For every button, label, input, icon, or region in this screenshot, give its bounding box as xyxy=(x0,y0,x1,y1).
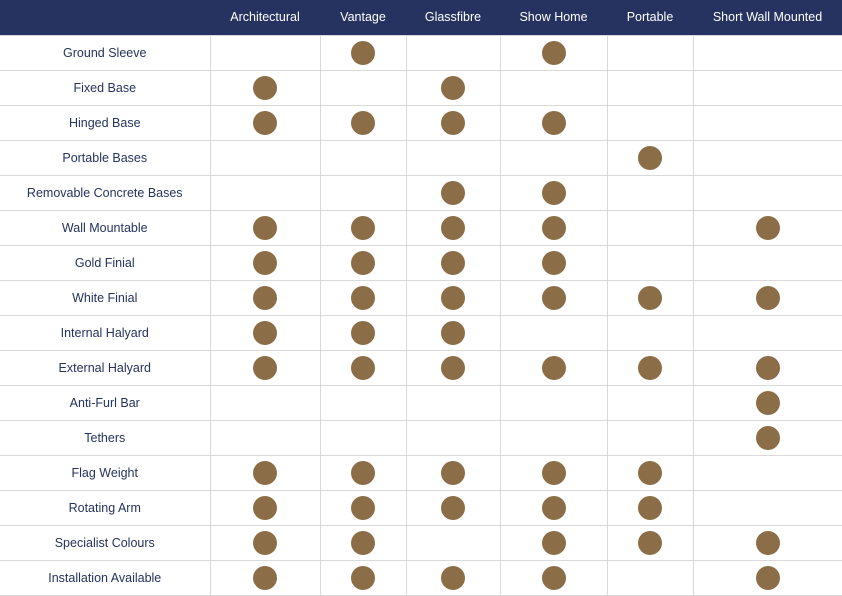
available-dot-icon xyxy=(441,461,465,485)
availability-cell xyxy=(500,175,607,210)
availability-cell xyxy=(320,280,406,315)
availability-cell xyxy=(500,420,607,455)
available-dot-icon xyxy=(638,531,662,555)
header-cell-corner xyxy=(0,0,210,35)
availability-cell xyxy=(406,315,500,350)
availability-cell xyxy=(607,70,693,105)
table-row xyxy=(0,420,842,455)
table-row xyxy=(0,140,842,175)
availability-cell xyxy=(693,70,842,105)
header-cell-architectural: Architectural xyxy=(210,0,320,35)
availability-cell xyxy=(210,140,320,175)
availability-cell xyxy=(500,245,607,280)
available-dot-icon xyxy=(441,76,465,100)
availability-cell xyxy=(320,525,406,560)
row-label: Removable Concrete Bases xyxy=(0,175,210,210)
availability-cell xyxy=(693,140,842,175)
available-dot-icon xyxy=(638,461,662,485)
table-row xyxy=(0,210,842,245)
availability-cell xyxy=(320,70,406,105)
row-label: Ground Sleeve xyxy=(0,35,210,70)
availability-cell xyxy=(406,280,500,315)
available-dot-icon xyxy=(756,216,780,240)
availability-cell xyxy=(210,525,320,560)
availability-cell xyxy=(693,245,842,280)
row-label: External Halyard xyxy=(0,350,210,385)
row-label: Hinged Base xyxy=(0,105,210,140)
available-dot-icon xyxy=(542,41,566,65)
availability-cell xyxy=(500,140,607,175)
available-dot-icon xyxy=(351,41,375,65)
available-dot-icon xyxy=(253,216,277,240)
availability-cell xyxy=(500,105,607,140)
available-dot-icon xyxy=(756,426,780,450)
availability-cell xyxy=(406,560,500,595)
availability-cell xyxy=(500,385,607,420)
available-dot-icon xyxy=(253,461,277,485)
availability-cell xyxy=(320,315,406,350)
available-dot-icon xyxy=(253,566,277,590)
available-dot-icon xyxy=(756,566,780,590)
available-dot-icon xyxy=(638,286,662,310)
table-row xyxy=(0,35,842,70)
available-dot-icon xyxy=(542,251,566,275)
availability-cell xyxy=(406,490,500,525)
available-dot-icon xyxy=(351,496,375,520)
available-dot-icon xyxy=(351,286,375,310)
available-dot-icon xyxy=(638,146,662,170)
header-cell-glassfibre: Glassfibre xyxy=(406,0,500,35)
available-dot-icon xyxy=(638,356,662,380)
row-label: Portable Bases xyxy=(0,140,210,175)
available-dot-icon xyxy=(351,216,375,240)
available-dot-icon xyxy=(253,251,277,275)
availability-cell xyxy=(607,385,693,420)
available-dot-icon xyxy=(542,566,566,590)
availability-cell xyxy=(693,490,842,525)
table-row xyxy=(0,490,842,525)
availability-cell xyxy=(210,35,320,70)
table-row xyxy=(0,560,842,595)
available-dot-icon xyxy=(638,496,662,520)
availability-cell xyxy=(320,35,406,70)
availability-cell xyxy=(500,35,607,70)
availability-cell xyxy=(607,315,693,350)
availability-cell xyxy=(693,350,842,385)
availability-cell xyxy=(406,105,500,140)
row-label: Flag Weight xyxy=(0,455,210,490)
availability-cell xyxy=(693,525,842,560)
availability-cell xyxy=(210,105,320,140)
availability-cell xyxy=(210,280,320,315)
availability-cell xyxy=(406,420,500,455)
available-dot-icon xyxy=(351,531,375,555)
available-dot-icon xyxy=(253,531,277,555)
available-dot-icon xyxy=(351,566,375,590)
availability-cell xyxy=(500,350,607,385)
row-label: Rotating Arm xyxy=(0,490,210,525)
available-dot-icon xyxy=(351,356,375,380)
available-dot-icon xyxy=(756,391,780,415)
availability-cell xyxy=(406,245,500,280)
availability-cell xyxy=(210,70,320,105)
availability-cell xyxy=(693,175,842,210)
table-body xyxy=(0,35,842,596)
availability-cell xyxy=(320,245,406,280)
availability-cell xyxy=(320,385,406,420)
availability-cell xyxy=(693,315,842,350)
available-dot-icon xyxy=(756,531,780,555)
available-dot-icon xyxy=(542,461,566,485)
table-row xyxy=(0,385,842,420)
row-label: Specialist Colours xyxy=(0,525,210,560)
available-dot-icon xyxy=(542,496,566,520)
availability-cell xyxy=(406,385,500,420)
row-label: Installation Available xyxy=(0,560,210,595)
available-dot-icon xyxy=(542,531,566,555)
table-row xyxy=(0,105,842,140)
row-label: Internal Halyard xyxy=(0,315,210,350)
availability-cell xyxy=(607,455,693,490)
availability-cell xyxy=(607,525,693,560)
availability-cell xyxy=(607,210,693,245)
available-dot-icon xyxy=(441,181,465,205)
available-dot-icon xyxy=(542,111,566,135)
table-header xyxy=(0,0,842,35)
table-row xyxy=(0,70,842,105)
availability-cell xyxy=(210,420,320,455)
availability-cell xyxy=(210,350,320,385)
availability-cell xyxy=(607,490,693,525)
available-dot-icon xyxy=(441,321,465,345)
available-dot-icon xyxy=(441,216,465,240)
availability-cell xyxy=(210,560,320,595)
availability-cell xyxy=(500,210,607,245)
availability-cell xyxy=(320,560,406,595)
available-dot-icon xyxy=(253,321,277,345)
availability-cell xyxy=(693,420,842,455)
available-dot-icon xyxy=(542,181,566,205)
available-dot-icon xyxy=(441,566,465,590)
availability-cell xyxy=(607,245,693,280)
availability-cell xyxy=(210,455,320,490)
availability-cell xyxy=(406,210,500,245)
availability-cell xyxy=(320,140,406,175)
row-label: Fixed Base xyxy=(0,70,210,105)
availability-cell xyxy=(607,350,693,385)
available-dot-icon xyxy=(351,321,375,345)
table-row xyxy=(0,525,842,560)
availability-cell xyxy=(320,175,406,210)
header-cell-show-home: Show Home xyxy=(500,0,607,35)
availability-cell xyxy=(607,140,693,175)
availability-cell xyxy=(500,315,607,350)
table-row xyxy=(0,350,842,385)
available-dot-icon xyxy=(441,251,465,275)
availability-cell xyxy=(406,70,500,105)
header-cell-portable: Portable xyxy=(607,0,693,35)
available-dot-icon xyxy=(542,286,566,310)
available-dot-icon xyxy=(351,251,375,275)
availability-cell xyxy=(210,245,320,280)
row-label: Wall Mountable xyxy=(0,210,210,245)
available-dot-icon xyxy=(253,356,277,380)
availability-cell xyxy=(406,455,500,490)
table-row xyxy=(0,175,842,210)
availability-cell xyxy=(210,175,320,210)
availability-cell xyxy=(320,210,406,245)
availability-cell xyxy=(607,280,693,315)
availability-cell xyxy=(406,140,500,175)
available-dot-icon xyxy=(756,286,780,310)
availability-cell xyxy=(210,385,320,420)
availability-cell xyxy=(406,35,500,70)
table-row xyxy=(0,245,842,280)
availability-cell xyxy=(693,210,842,245)
row-label: Anti-Furl Bar xyxy=(0,385,210,420)
availability-cell xyxy=(320,350,406,385)
availability-cell xyxy=(500,280,607,315)
row-label: Gold Finial xyxy=(0,245,210,280)
table-row xyxy=(0,455,842,490)
available-dot-icon xyxy=(351,461,375,485)
availability-cell xyxy=(406,350,500,385)
available-dot-icon xyxy=(542,216,566,240)
availability-cell xyxy=(320,105,406,140)
available-dot-icon xyxy=(441,111,465,135)
availability-cell xyxy=(320,420,406,455)
header-cell-short-wall-mounted: Short Wall Mounted xyxy=(693,0,842,35)
available-dot-icon xyxy=(253,76,277,100)
row-label: Tethers xyxy=(0,420,210,455)
available-dot-icon xyxy=(253,496,277,520)
available-dot-icon xyxy=(542,356,566,380)
availability-cell xyxy=(210,210,320,245)
availability-cell xyxy=(693,455,842,490)
header-cell-vantage: Vantage xyxy=(320,0,406,35)
availability-cell xyxy=(607,175,693,210)
available-dot-icon xyxy=(253,111,277,135)
availability-cell xyxy=(320,455,406,490)
availability-cell xyxy=(500,70,607,105)
availability-cell xyxy=(500,455,607,490)
availability-cell xyxy=(406,525,500,560)
available-dot-icon xyxy=(441,356,465,380)
row-label: White Finial xyxy=(0,280,210,315)
availability-cell xyxy=(500,525,607,560)
availability-cell xyxy=(320,490,406,525)
available-dot-icon xyxy=(441,496,465,520)
table-row xyxy=(0,315,842,350)
availability-cell xyxy=(693,385,842,420)
availability-cell xyxy=(500,560,607,595)
header-row xyxy=(0,0,842,35)
availability-cell xyxy=(607,420,693,455)
availability-cell xyxy=(406,175,500,210)
table-row xyxy=(0,280,842,315)
availability-cell xyxy=(607,35,693,70)
availability-cell xyxy=(210,315,320,350)
availability-cell xyxy=(607,560,693,595)
available-dot-icon xyxy=(756,356,780,380)
available-dot-icon xyxy=(253,286,277,310)
availability-cell xyxy=(500,490,607,525)
available-dot-icon xyxy=(441,286,465,310)
availability-cell xyxy=(693,560,842,595)
availability-cell xyxy=(693,280,842,315)
availability-cell xyxy=(607,105,693,140)
availability-cell xyxy=(210,490,320,525)
available-dot-icon xyxy=(351,111,375,135)
availability-cell xyxy=(693,105,842,140)
availability-cell xyxy=(693,35,842,70)
